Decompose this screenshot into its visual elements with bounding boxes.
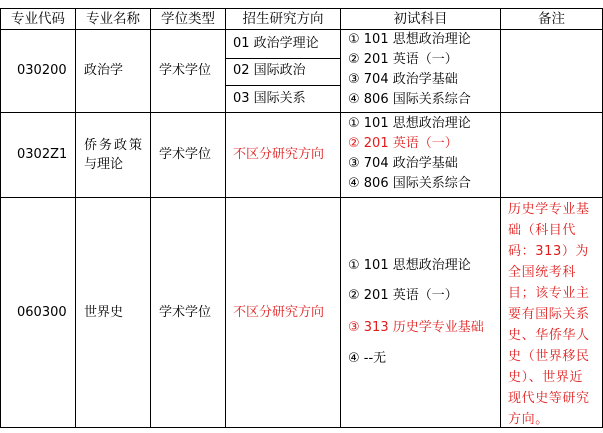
row2-subject-1: ① 101 思想政治理论 xyxy=(348,116,471,131)
row1-code: 030200 xyxy=(17,63,67,78)
row1-subject-4: ④ 806 国际关系综合 xyxy=(348,92,471,107)
row2-name-line2: 与理论 xyxy=(84,157,124,172)
col-divider xyxy=(0,8,1,428)
row2-name-line1: 侨务政策 xyxy=(84,138,145,153)
row3-subject-1: ① 101 思想政治理论 xyxy=(348,258,471,273)
header-code: 专业代码 xyxy=(11,11,65,27)
row3-subject-2: ② 201 英语（一） xyxy=(348,288,458,303)
direction-divider xyxy=(225,85,340,86)
row1-subject-1: ① 101 思想政治理论 xyxy=(348,32,471,47)
col-divider xyxy=(340,8,341,428)
row2-degree: 学术学位 xyxy=(159,147,212,162)
row2-code: 0302Z1 xyxy=(17,147,68,162)
row2-subject-2: ② 201 英语（一） xyxy=(348,136,458,151)
row1-direction-1: 01 政治学理论 xyxy=(233,36,319,51)
direction-divider xyxy=(225,58,340,59)
col-divider xyxy=(500,8,501,428)
header-notes: 备注 xyxy=(538,11,565,27)
col-divider xyxy=(225,8,226,428)
header-direction: 招生研究方向 xyxy=(242,11,324,27)
row3-degree: 学术学位 xyxy=(159,304,212,320)
row2-subject-4: ④ 806 国际关系综合 xyxy=(348,176,471,191)
row3-subject-4: ④ --无 xyxy=(348,351,387,366)
row1-subject-2: ② 201 英语（一） xyxy=(348,52,458,67)
row1-subject-3: ③ 704 政治学基础 xyxy=(348,72,458,87)
header-degree: 学位类型 xyxy=(161,11,215,27)
col-divider xyxy=(150,8,151,428)
header-subjects: 初试科目 xyxy=(393,11,448,27)
row2-direction: 不区分研究方向 xyxy=(233,147,325,162)
row3-name: 世界史 xyxy=(84,304,124,320)
row1-direction-2: 02 国际政治 xyxy=(233,63,306,78)
row3-code: 060300 xyxy=(17,304,67,320)
header-name: 专业名称 xyxy=(86,11,140,27)
row1-direction-3: 03 国际关系 xyxy=(233,91,306,106)
col-divider xyxy=(75,8,76,428)
row3-direction: 不区分研究方向 xyxy=(233,304,325,320)
row1-degree: 学术学位 xyxy=(159,63,212,78)
row3-subject-3: ③ 313 历史学专业基础 xyxy=(348,320,484,335)
row2-subject-3: ③ 704 政治学基础 xyxy=(348,156,458,171)
row2-name xyxy=(84,136,144,174)
row3-note: 历史学专业基础（科目代码：313）为全国统考科目；该专业主要有国际关系史、华侨华人史（世界移民史）、世界近现代史等研究方向。 xyxy=(508,202,590,427)
row1-name: 政治学 xyxy=(84,63,124,78)
